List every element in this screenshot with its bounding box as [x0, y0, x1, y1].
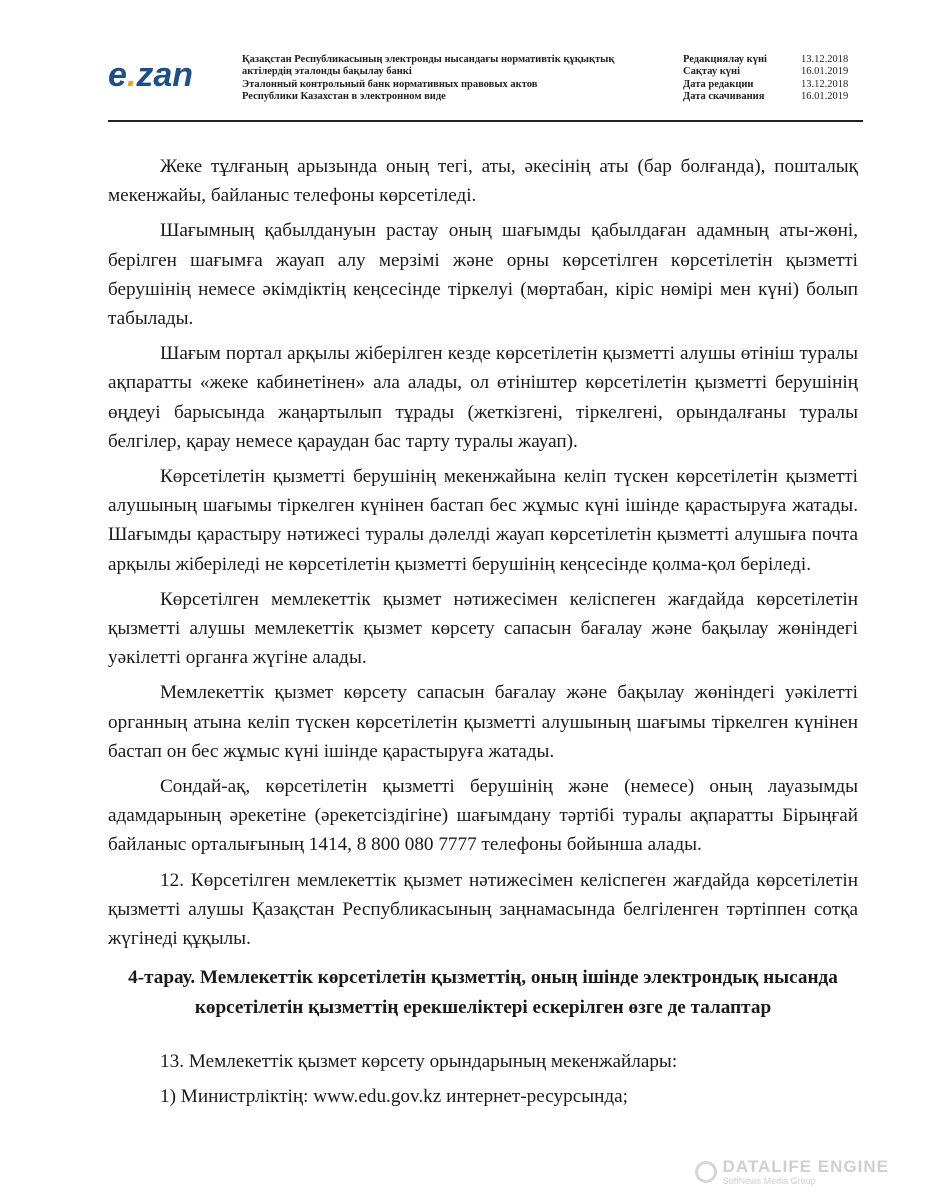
meta-row: Сақтау күні 16.01.2019 [683, 66, 849, 78]
header-line: актілердің эталонды бақылау банкі [242, 66, 412, 78]
header-divider [108, 120, 863, 122]
section-title: 4-тарау. Мемлекеттік көрсетілетін қызметтің, оның ішінде электрондық нысанда көрсетілетін қызметтің ерекшеліктері ескерілген өзге де талаптар [128, 967, 838, 1019]
meta-row: Редакциялау күні 13.12.2018 [683, 54, 849, 65]
datalife-logo-icon [695, 1161, 717, 1183]
header-line: Республики Казахстан в электронном виде [242, 91, 446, 103]
paragraph: 12. Көрсетілген мемлекеттік қызмет нәтижесімен келіспеген жағдайда көрсетілетін қызметті алушы Қазақстан Республикасының заңнамасында белгіленген тәртіппен сотқа жүгінеді құқылы. [108, 869, 858, 950]
paragraph: Мемлекеттік қызмет көрсету сапасын бағалау және бақылау жөніндегі уәкілетті органның атына келіп түскен көрсетілетін қызметті алушының шағымы тіркелген күнінен бастап он бес жұмыс күні ішінде қарастыруға жатады. [108, 682, 858, 762]
paragraph: Көрсетілген мемлекеттік қызмет нәтижесімен келіспеген жағдайда көрсетілетін қызметті алушы мемлекеттік қызмет көрсету сапасын бағалау және бақылау жөніндегі уәкілетті органға жүгіне алады. [108, 588, 858, 669]
paragraph: 1) Министрліктің: www.edu.gov.kz интернет-ресурсында; [160, 1086, 628, 1108]
paragraph: Шағымның қабылдануын растау оның шағымды қабылдаған адамның аты-жөні, берілген шағымға жауап алу мерзімі және орны көрсетілген көрсетілетін қызметті берушінің немесе әкімдіктің кеңсесінде тіркелуі (мөртабан, кіріс нөмірі мен күні) болып табылады. [108, 220, 858, 330]
paragraph: Жеке тұлғаның арызында оның тегі, аты, әкесінің аты (бар болғанда), пошталық мекенжайы, байланыс телефоны көрсетіледі. [108, 156, 858, 207]
watermark-subtitle: SoftNews Media Group [722, 1176, 816, 1186]
paragraph: Көрсетілетін қызметті берушінің мекенжайына келіп түскен көрсетілетін қызметті алушының шағымы тіркелген күнінен бастап бес жұмыс күні ішінде қарастыруға жатады. Шағымды қарастыру нәтижесі туралы дәлелді жауап көрсетілетін қызметті алушыға почта арқылы жіберіледі не көрсетілетін қызметті берушінің кеңсесінде қолма-қол беріледі. [108, 466, 858, 575]
paragraph: Сондай-ақ, көрсетілетін қызметті берушінің және (немесе) оның лауазымды адамдарының әрекетіне (әрекетсіздігіне) шағымдану тәртібі туралы ақпаратты Бірыңғай байланыс орталығының 1414, 8 800 080 7777 телефоны бойынша алады. [108, 776, 858, 856]
header-line: Эталонный контрольный банк нормативных правовых актов [242, 78, 538, 90]
document-header [108, 52, 864, 122]
header-dates [683, 54, 873, 104]
header-line: Қазақстан Республикасының электронды нысандағы нормативтік құқықтық [242, 54, 615, 65]
watermark-title: DATALIFE ENGINE [722, 1157, 889, 1176]
datalife-watermark [695, 1158, 889, 1186]
paragraph: Шағым портал арқылы жіберілген кезде көрсетілетін қызметті алушы өтініш туралы ақпаратты «жеке кабинетінен» ала алады, ол өтініштер көрсетілетін қызметті берушінің өңдеуі барысында жаңартылып тұрады (жеткізгені, тіркелгені, орындалғаны туралы белгілер, қарау немесе қараудан бас тарту туралы жауап). [108, 343, 858, 452]
header-title-block [242, 54, 652, 104]
ezan-logo: e.zan [108, 56, 194, 94]
meta-row: Дата редакции 13.12.2018 [683, 78, 849, 90]
meta-row: Дата скачивания 16.01.2019 [683, 91, 849, 103]
paragraph: 13. Мемлекеттік қызмет көрсету орындарының мекенжайлары: [160, 1051, 678, 1073]
document-body [108, 152, 858, 1118]
